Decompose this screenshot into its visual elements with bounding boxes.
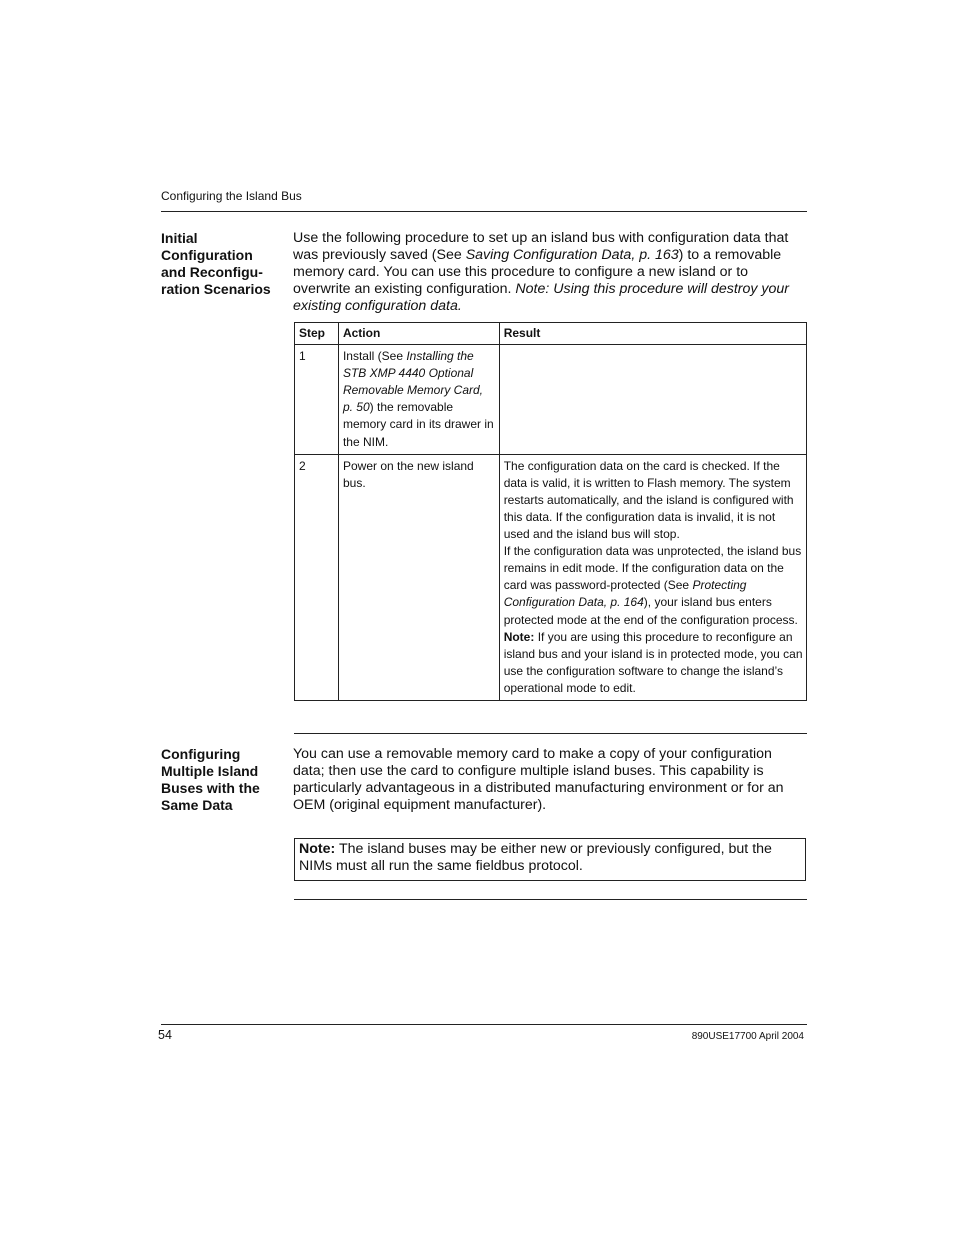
step-result xyxy=(499,454,806,700)
heading-line: Configuring xyxy=(161,746,241,762)
step-number: 1 xyxy=(295,345,339,455)
footer-rule xyxy=(161,1024,807,1025)
note-label: Note: xyxy=(503,629,535,644)
column-header-step: Step xyxy=(295,323,339,345)
note-label: Note: xyxy=(299,841,336,857)
cross-reference[interactable]: Protecting Configuration Data, p. 164 xyxy=(503,578,747,610)
column-header-result: Result xyxy=(499,323,806,345)
procedure-table xyxy=(294,322,807,701)
section-heading-initial-configuration xyxy=(161,230,271,298)
cross-reference[interactable]: Installing the STB XMP 4440 Optional Removable Memory Card, p. 50 xyxy=(342,349,484,415)
step-result xyxy=(499,345,806,455)
note-text: If you are using this procedure to reconfigure an island bus and your island is in protected mode, you can use the configuration software to change the island’s operational mode to edit. xyxy=(503,629,803,695)
section2-body: You can use a removable memory card to make a copy of your configuration data; then use the card to configure multiple island buses. This capability is particularly advantageous in a distributed manufacturing environment or for an OEM (original equipment manufacturer). xyxy=(293,746,784,813)
result-text: ), your island bus enters protected mode at the end of the configuration process. xyxy=(503,595,798,627)
cross-reference[interactable]: Saving Configuration Data, p. 163 xyxy=(465,247,679,263)
intro-text: Use the following procedure to set up an island bus with configuration data that was previously saved (See xyxy=(293,230,789,263)
table-row xyxy=(295,454,807,700)
header-rule xyxy=(161,211,807,212)
step-action xyxy=(338,345,499,455)
heading-line: Configuration xyxy=(161,247,253,263)
intro-paragraph xyxy=(293,230,807,315)
action-text: ) the removable memory card in its drawer in the NIM. xyxy=(342,400,494,449)
column-header-action: Action xyxy=(338,323,499,345)
table-row xyxy=(295,345,807,455)
page-number: 54 xyxy=(158,1028,172,1042)
result-paragraph: The configuration data on the card is checked. If the data is valid, it is written to Flash memory. The system restarts automatically, and the island is configured with this data. If the configuration data is invalid, it is not used and the island bus will stop. xyxy=(503,458,794,542)
note-text: The island buses may be either new or previously configured, but the NIMs must all run the same fieldbus protocol. xyxy=(299,841,772,874)
running-header: Configuring the Island Bus xyxy=(161,189,302,203)
step-action: Power on the new island bus. xyxy=(338,454,499,700)
section-heading-multiple-island-buses xyxy=(161,746,260,814)
action-text: Install (See xyxy=(342,349,407,364)
heading-line: Buses with the xyxy=(161,780,260,796)
intro-note: Note: Using this procedure will destroy your existing configuration data. xyxy=(293,281,790,314)
heading-line: Multiple Island xyxy=(161,763,259,779)
section-divider xyxy=(294,733,807,734)
note-box xyxy=(294,838,806,881)
table-header-row xyxy=(295,323,807,345)
section-end-rule xyxy=(294,899,807,900)
document-id: 890USE17700 April 2004 xyxy=(691,1031,804,1042)
step-number: 2 xyxy=(295,454,339,700)
intro-text: ) to a removable memory card. You can use this procedure to configure a new island or to overwrite an existing configuration. xyxy=(293,247,782,297)
heading-line: Same Data xyxy=(161,797,233,813)
result-note xyxy=(504,629,803,697)
result-paragraph xyxy=(504,543,803,628)
heading-line: and Reconfigu- xyxy=(161,264,263,280)
result-text: If the configuration data was unprotected, the island bus remains in edit mode. If the configuration data on the card was password-protected (See xyxy=(503,544,802,593)
heading-line: Initial xyxy=(161,230,198,246)
heading-line: ration Scenarios xyxy=(161,281,271,297)
